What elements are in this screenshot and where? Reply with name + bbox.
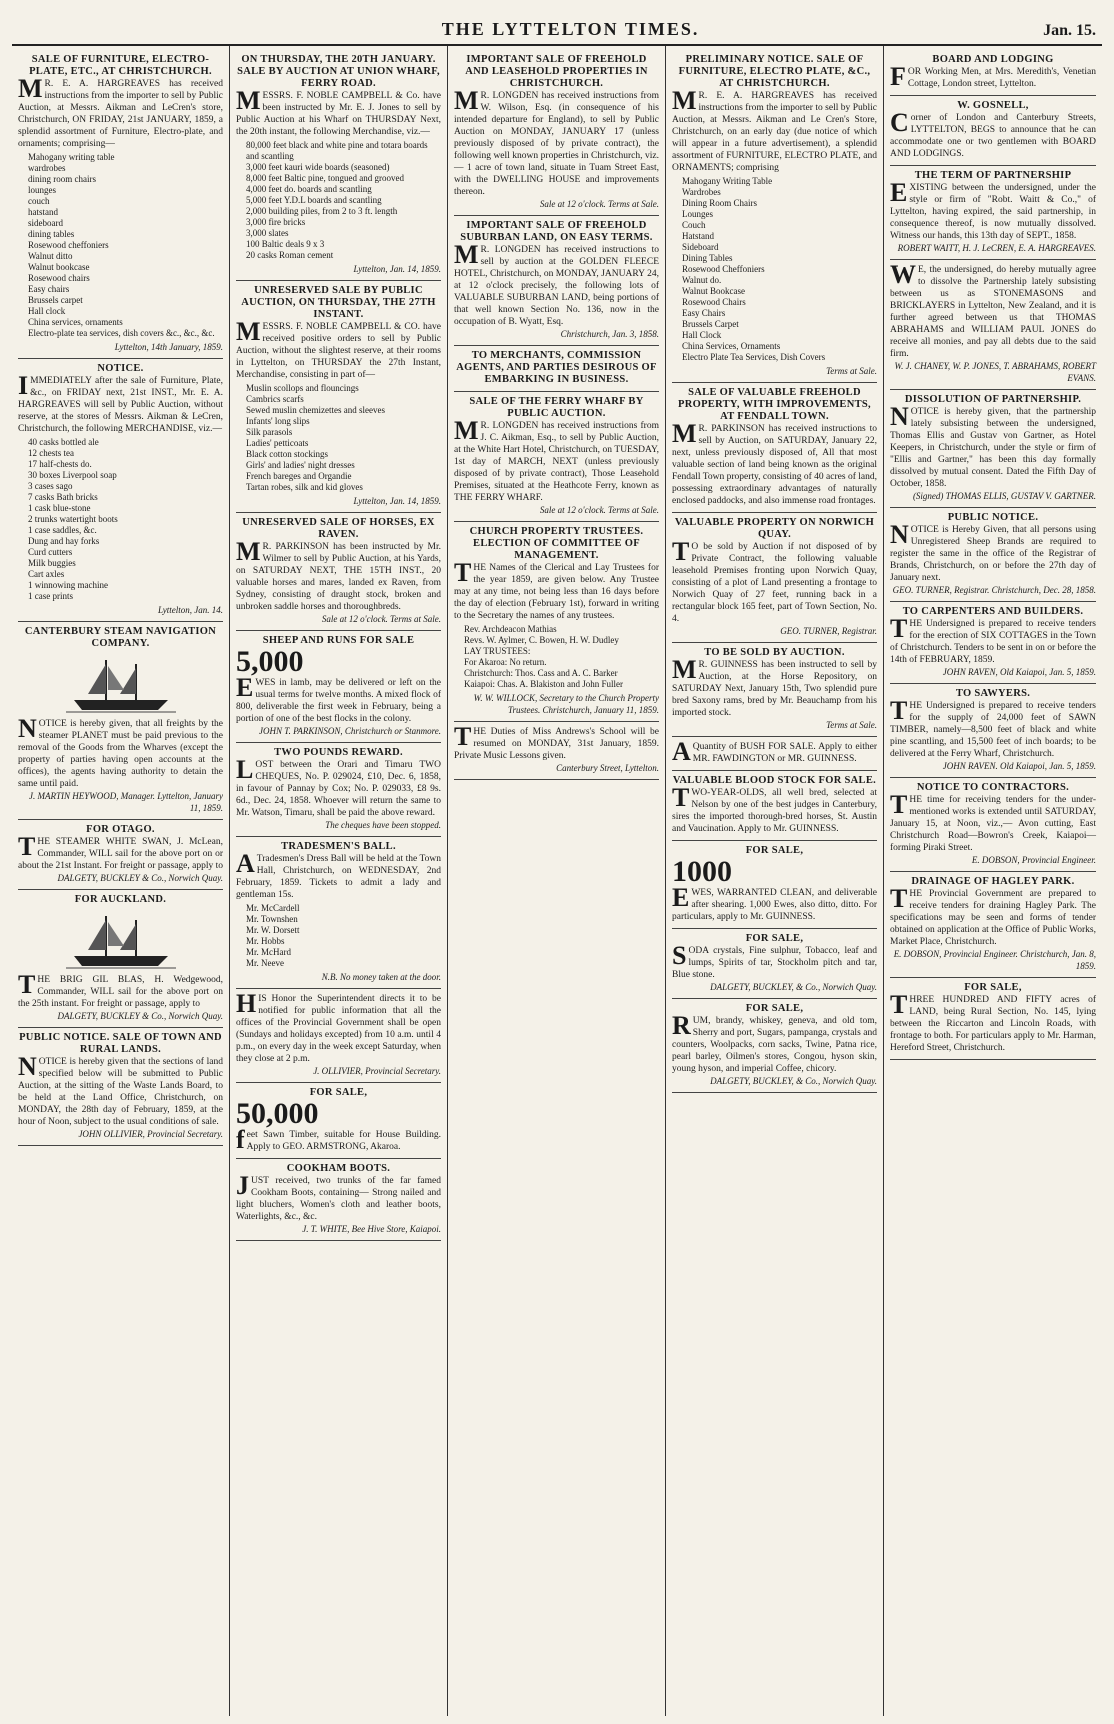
- ad-signature: Sale at 12 o'clock. Terms at Sale.: [539, 199, 659, 209]
- list-item: Dining Room Chairs: [682, 198, 758, 208]
- list-item: 2,000 building piles, from 2 to 3 ft. length: [246, 206, 398, 216]
- advertisement: [18, 1028, 223, 1146]
- ad-item-list: [682, 176, 877, 363]
- ad-item-list: [246, 903, 441, 969]
- ad-body: RUM, brandy, whiskey, geneva, and old tom, Sherry and port, Sugars, pampanga, crystals and counters, Woolpacks, corn sacks, Twine, Patna rice, pearl barley, Oilmen's stores, Congou, hyson skin, young hyson, and imperial Coffee, chicory.: [672, 1011, 877, 1074]
- column-2: [230, 46, 448, 1716]
- ad-signature: W. W. WILLOCK, Secretary to the Church Property Trustees. Christchurch, January 11, 1859.: [473, 693, 659, 715]
- ad-signature: Sale at 12 o'clock. Terms at Sale.: [539, 505, 659, 515]
- ad-body: MESSRS. F. NOBLE CAMPBELL & CO. have received positive orders to sell by Public Auction, without the slightest reserve, at their rooms in Lyttelton, on THURSDAY the 27th Instant, Merchandise, consisting in part of—: [236, 317, 441, 380]
- list-item: hatstand: [28, 207, 58, 217]
- list-item: Easy chairs: [28, 284, 70, 294]
- ad-body: LOST between the Orari and Timaru TWO CHEQUES, No. P. 029024, £10, Dec. 6, 1858, in favour of Pannay by Cox; No. P. 029033, £8 9s. 6d., Dec. 24, 1858. Whoever will return the same to Mr. Watson, Timaru, shall be paid the above reward.: [236, 755, 441, 818]
- advertisement: [236, 513, 441, 631]
- ad-signature: JOHN RAVEN. Old Kaiapoi, Jan. 5, 1859.: [942, 761, 1096, 771]
- list-item: Mr. McCardell: [246, 903, 300, 913]
- advertisement: [672, 929, 877, 999]
- list-item: Electro-plate tea services, dish covers &c., &c., &c.: [28, 328, 215, 338]
- ad-signature: Terms at Sale.: [826, 720, 877, 730]
- list-item: 3,000 feet kauri wide boards (seasoned): [246, 162, 390, 172]
- list-item: 5,000 feet Y.D.L boards and scantling: [246, 195, 382, 205]
- list-item: 30 boxes Liverpool soap: [28, 470, 117, 480]
- advertisement: [236, 837, 441, 989]
- list-item: Brussels carpet: [28, 295, 83, 305]
- ad-body: SODA crystals, Fine sulphur, Tobacco, leaf and lumps, Spirits of tar, Stockholm pitch and tar, Blue stone.: [672, 941, 877, 980]
- ad-signature: E. DOBSON, Provincial Engineer.: [971, 855, 1096, 865]
- advertisement: [672, 771, 877, 841]
- list-item: For Akaroa: No return.: [464, 657, 547, 667]
- ad-heading: NOTICE TO CONTRACTORS.: [916, 782, 1070, 793]
- list-item: 1 case prints: [28, 591, 73, 601]
- ad-signature: E. DOBSON, Provincial Engineer. Christchurch, Jan. 8, 1859.: [893, 949, 1096, 971]
- list-item: Rev. Archdeacon Mathias: [464, 624, 557, 634]
- ad-body: THE BRIG GIL BLAS, H. Wedgewood, Commander, WILL sail for the above port on the 25th instant. For freight or passage, apply to: [18, 970, 223, 1009]
- advertisement: [890, 508, 1096, 602]
- ad-heading: TO MERCHANTS, COMMISSION AGENTS, AND PARTIES DESIROUS OF EMBARKING IN BUSINESS.: [456, 350, 657, 385]
- ad-body: FOR Working Men, at Mrs. Meredith's, Venetian Cottage, London street, Lyttelton.: [890, 62, 1096, 91]
- columns-grid: [12, 46, 1102, 1716]
- ad-body: NOTICE is hereby given that the sections of land specified below will be submitted to Public Auction, at the sitting of the Waste Lands Board, to be held at the Land Office, Christchurch, on MONDAY, the 28th day of February, 1859, at the hour of Noon, subject to the usual conditions of sale.: [18, 1052, 223, 1127]
- advertisement: [236, 1159, 441, 1241]
- list-item: Mr. W. Dorsett: [246, 925, 300, 935]
- ad-heading: TO SAWYERS.: [955, 688, 1031, 699]
- list-item: French bareges and Organdie: [246, 471, 352, 481]
- list-item: Hall Clock: [682, 330, 722, 340]
- list-item: Brussels Carpet: [682, 319, 739, 329]
- ad-signature: The cheques have been stopped.: [325, 820, 441, 830]
- ad-item-list: [464, 624, 659, 690]
- list-item: Walnut Bookcase: [682, 286, 746, 296]
- list-item: 3 cases sago: [28, 481, 73, 491]
- ad-body: MR. LONGDEN has received instructions from W. Wilson, Esq. (in consequence of his intended departure for England), to sell by Public Auction on MONDAY, JANUARY 17 (unless previously disposed of by private contract), the following well known properties in Christchurch, viz.— 1 acre of town land, situate in Tuam Street East, with the DWELLING HOUSE and improvements thereon.: [454, 86, 659, 197]
- ad-big-number: 50,000: [236, 1097, 319, 1130]
- list-item: Silk parasols: [246, 427, 293, 437]
- list-item: sideboard: [28, 218, 63, 228]
- ship-illustration-icon: [66, 654, 176, 714]
- ad-signature: DALGETY, BUCKLEY, & Co., Norwich Quay.: [710, 982, 877, 992]
- ad-body: MR. E. A. HARGREAVES has received instructions from the importer to sell by Public Auction, at Messrs. Aikman and Le Cren's Store, Christchurch, on an early day (due notice of which will appear in a future advertisement), a splendid assortment of FURNITURE, ELECTRO PLATE, and ORNAMENTS; comprising: [672, 86, 877, 173]
- ad-body: THE time for receiving tenders for the under-mentioned works is extended until SATURDAY, January 15, at Noon, viz.,— Avon cutting, East Christchurch Road—Bowron's Creek, Kaiapoi—forming Piraki Street.: [890, 790, 1096, 853]
- list-item: Rosewood Chairs: [682, 297, 746, 307]
- masthead: [12, 0, 1102, 46]
- ad-heading: TWO POUNDS REWARD.: [274, 747, 403, 758]
- ad-signature: (Signed) THOMAS ELLIS, GUSTAV V. GARTNER.: [912, 491, 1096, 501]
- advertisement: [890, 602, 1096, 684]
- list-item: Christchurch: Thos. Cass and A. C. Barker: [464, 668, 618, 678]
- advertisement: [672, 841, 877, 929]
- column-5: [884, 46, 1102, 1716]
- ad-heading: TO BE SOLD BY AUCTION.: [704, 647, 845, 658]
- list-item: 2 trunks watertight boots: [28, 514, 118, 524]
- list-item: China services, ornaments: [28, 317, 123, 327]
- advertisement: [236, 281, 441, 513]
- ad-signature: J. MARTIN HEYWOOD, Manager. Lyttelton, January 11, 1859.: [29, 791, 223, 813]
- advertisement: [236, 743, 441, 837]
- list-item: Walnut do.: [682, 275, 722, 285]
- ad-body: feet Sawn Timber, suitable for House Building. Apply to GEO. ARMSTRONG, Akaroa.: [236, 1125, 441, 1154]
- list-item: Wardrobes: [682, 187, 721, 197]
- ad-body: MR. PARKINSON has received instructions to sell by Auction, on SATURDAY, January 22, next, unless previously disposed of, All that most valuable section of land being known as the original Fendall Town property, consisting of 40 acres of land, possessing extraordinary advantages of naturally enclosed paddocks, and also immense road frontages.: [672, 419, 877, 506]
- ad-signature: JOHN T. PARKINSON, Christchurch or Stanmore.: [258, 726, 441, 736]
- ad-body: AQuantity of BUSH FOR SALE. Apply to either MR. FAWDINGTON or MR. GUINNESS.: [672, 737, 877, 766]
- list-item: 1 winnowing machine: [28, 580, 108, 590]
- list-item: Rosewood Cheffoniers: [682, 264, 765, 274]
- list-item: Sewed muslin chemizettes and sleeves: [246, 405, 385, 415]
- list-item: Mr. Neeve: [246, 958, 284, 968]
- ad-heading: DISSOLUTION OF PARTNERSHIP.: [904, 394, 1082, 405]
- ad-signature: N.B. No money taken at the door.: [321, 972, 441, 982]
- ad-heading: TO CARPENTERS AND BUILDERS.: [902, 606, 1084, 617]
- list-item: Hall clock: [28, 306, 66, 316]
- advertisement: [18, 622, 223, 820]
- ad-body: TO be sold by Auction if not disposed of by Private Contract, the following valuable leasehold Premises fronting upon Norwich Quay, consisting of a plot of Land presenting a frontage to Norwich Quay of 27 feet, running back in a rectangular block 165 feet, part of Town Section, No. 4.: [672, 537, 877, 624]
- list-item: Sideboard: [682, 242, 719, 252]
- list-item: 40 casks bottled ale: [28, 437, 99, 447]
- list-item: Milk buggies: [28, 558, 76, 568]
- ad-heading: VALUABLE PROPERTY ON NORWICH QUAY.: [674, 517, 875, 540]
- column-4: [666, 46, 884, 1716]
- ad-body: MR. E. A. HARGREAVES has received instructions from the importer to sell by Public Auction, at Messrs. Aikman and LeCren's store, Christchurch, ON FRIDAY, 21st JANUARY, 1859, a splendid assortment of Furniture, Electro-plate, and ornaments; comprising—: [18, 74, 223, 149]
- list-item: 80,000 feet black and white pine and totara boards and scantling: [246, 140, 428, 161]
- list-item: Curd cutters: [28, 547, 73, 557]
- ad-signature: DALGETY, BUCKLEY & Co., Norwich Quay.: [57, 873, 223, 883]
- ad-heading: UNRESERVED SALE BY PUBLIC AUCTION, ON THURSDAY, THE 27TH INSTANT.: [241, 285, 436, 320]
- list-item: Mahogany writing table: [28, 152, 115, 162]
- ad-item-list: [246, 383, 441, 493]
- ad-signature: ROBERT WAITT, H. J. LeCREN, E. A. HARGREAVES.: [897, 243, 1096, 253]
- advertisement: [18, 359, 223, 622]
- ad-signature: W. J. CHANEY, W. P. JONES, T. ABRAHAMS, ROBERT EVANS.: [894, 361, 1096, 383]
- advertisement: [454, 522, 659, 722]
- ad-heading: PUBLIC NOTICE. SALE OF TOWN AND RURAL LANDS.: [19, 1032, 222, 1055]
- list-item: Rosewood chairs: [28, 273, 90, 283]
- list-item: Easy Chairs: [682, 308, 726, 318]
- ad-big-number: 5,000: [236, 645, 304, 678]
- ad-body: THE Provincial Government are prepared to receive tenders for draining Hagley Park. The specifications may be seen and forms of tender obtained on application at the Office of Public Works, Market Place, Christchurch.: [890, 884, 1096, 947]
- ad-signature: Lyttelton, Jan. 14.: [158, 605, 223, 615]
- list-item: Mr. McHard: [246, 947, 291, 957]
- ad-heading: SALE OF THE FERRY WHARF BY PUBLIC AUCTION.: [469, 396, 644, 419]
- ad-signature: Canterbury Street, Lyttelton.: [556, 763, 659, 773]
- list-item: dining room chairs: [28, 174, 96, 184]
- list-item: wardrobes: [28, 163, 66, 173]
- ad-item-list: [28, 152, 223, 339]
- ad-heading: W. GOSNELL,: [957, 100, 1029, 111]
- ad-heading: COOKHAM BOOTS.: [286, 1163, 391, 1174]
- advertisement: [236, 50, 441, 281]
- ad-heading: BOARD AND LODGING: [932, 54, 1054, 65]
- advertisement: [672, 737, 877, 771]
- list-item: 7 casks Bath bricks: [28, 492, 98, 502]
- list-item: China Services, Ornaments: [682, 341, 781, 351]
- advertisement: [236, 1083, 441, 1159]
- ad-heading: FOR SALE,: [745, 1003, 804, 1014]
- ad-signature: GEO. TURNER, Registrar. Christchurch, Dec. 28, 1858.: [892, 585, 1096, 595]
- ad-heading: VALUABLE BLOOD STOCK FOR SALE.: [672, 775, 877, 786]
- advertisement: [672, 383, 877, 513]
- ad-body: THE STEAMER WHITE SWAN, J. McLean, Commander, WILL sail for the above port on or about the 21st Instant. For freight or passage, apply to: [18, 832, 224, 871]
- list-item: Cambrics scarfs: [246, 394, 304, 404]
- issue-date: Jan. 15.: [1043, 22, 1096, 39]
- ad-heading: FOR SALE,: [964, 982, 1022, 993]
- list-item: Tartan robes, silk and kid gloves: [246, 482, 363, 492]
- list-item: Ladies' petticoats: [246, 438, 309, 448]
- ad-big-number: 1000: [672, 855, 732, 888]
- list-item: lounges: [28, 185, 56, 195]
- advertisement: [672, 999, 877, 1093]
- ad-heading: PUBLIC NOTICE.: [947, 512, 1039, 523]
- list-item: Rosewood cheffoniers: [28, 240, 109, 250]
- advertisement: [890, 684, 1096, 778]
- ad-heading: IMPORTANT SALE OF FREEHOLD SUBURBAN LAND, ON EASY TERMS.: [460, 220, 653, 243]
- ad-body: IMMEDIATELY after the sale of Furniture, Plate, &c., on FRIDAY next, 21st INST., Mr. E. A. HARGREAVES will sell by Public Auction, without reserve, at the stores of Messrs. Aikman & LeCren, Christchurch, the following MERCHANDISE, viz.—: [18, 371, 223, 434]
- list-item: Dung and hay forks: [28, 536, 100, 546]
- list-item: 1 case saddles, &c.: [28, 525, 97, 535]
- advertisement: [236, 631, 441, 743]
- ad-signature: J. T. WHITE, Bee Hive Store, Kaiapoi.: [302, 1224, 441, 1234]
- advertisement: [890, 50, 1096, 96]
- advertisement: [454, 50, 659, 216]
- ad-signature: Christchurch, Jan. 3, 1858.: [560, 329, 659, 339]
- ad-body: EXISTING between the undersigned, under the style or firm of "Robt. Waitt & Co.," of Lyttelton, having expired, the said partnership, in consequence thereof, is now mutually dissolved. Witness our hands, this 13th day of SEPT., 1858.: [890, 178, 1096, 241]
- advertisement: [890, 978, 1096, 1060]
- ad-body: NOTICE is Hereby Given, that all persons using Unregistered Sheep Brands are required to register the same in the office of the Registrar of Brands, Christchurch, on or before the 27th day of January next.: [890, 520, 1096, 583]
- ship-illustration-icon: [66, 910, 176, 970]
- ad-heading: DRAINAGE OF HAGLEY PARK.: [911, 876, 1075, 887]
- ad-body: NOTICE is hereby given, that the partnership lately subsisting between the undersigned, Thomas Ellis and Gustav von Gartner, as Hotel Keepers, in Christchurch, under the style or firm of "Ellis and Gartner," has been this day formally dissolved by mutual consent. Dated the Fifth Day of October, 1858.: [890, 402, 1096, 489]
- ad-heading: ON THURSDAY, THE 20TH JANUARY. SALE BY AUCTION AT UNION WHARF, FERRY ROAD.: [237, 54, 440, 89]
- ad-item-list: [28, 437, 223, 602]
- list-item: Electro Plate Tea Services, Dish Covers: [682, 352, 826, 362]
- ad-signature: Terms at Sale.: [826, 366, 877, 376]
- ad-body: HIS Honor the Superintendent directs it to be notified for public information that all the offices of the Provincial Government shall be open (Sundays and holidays excepted) from 10 a.m. until 4 p.m., on every day in the week except Saturday, when they close at 2 p.m.: [236, 989, 441, 1064]
- ad-body: THE Duties of Miss Andrews's School will be resumed on MONDAY, 31st January, 1859. Private Music Lessons given.: [454, 722, 659, 761]
- list-item: Cart axles: [28, 569, 65, 579]
- advertisement: [454, 346, 659, 392]
- advertisement: [18, 820, 223, 890]
- list-item: 4,000 feet do. boards and scantling: [246, 184, 372, 194]
- ad-heading: CHURCH PROPERTY TRUSTEES. ELECTION OF COMMITTEE OF MANAGEMENT.: [469, 526, 644, 561]
- ad-body: TWO-YEAR-OLDS, all well bred, selected at Nelson by one of the best judges in Canterbury, sires the imported thorough-bred horses, St. Austin and Vaucination. Apply to Mr. GUINNESS.: [672, 783, 877, 834]
- list-item: Mahogany Writing Table: [682, 176, 773, 186]
- ad-signature: DALGETY, BUCKLEY & Co., Norwich Quay.: [57, 1011, 223, 1021]
- ad-heading: FOR SALE,: [745, 933, 804, 944]
- ad-body: THE Names of the Clerical and Lay Trustees for the year 1859, are given below. Any Trustee may at any time, not being less than 16 days before the day of election (February 1st), forward in writing to the Secretary the names of any trustees.: [454, 558, 659, 621]
- list-item: Infants' long slips: [246, 416, 310, 426]
- ad-signature: GEO. TURNER, Registrar.: [780, 626, 877, 636]
- ad-body: Corner of London and Canterbury Streets, LYTTELTON, BEGS to announce that he can accommodate one or two gentlemen with BOARD AND LODGINGS.: [890, 108, 1096, 159]
- ad-body: THE Undersigned is prepared to receive tenders for the supply of 24,000 feet of SAWN TIMBER, namely—8,500 feet of black and white pine scantling, and 15,500 feet of inch boards; to be delivered at the Ferry Wharf, Christchurch.: [890, 696, 1096, 759]
- newspaper-title: THE LYTTELTON TIMES.: [441, 19, 700, 39]
- list-item: Kaiapoi: Chas. A. Blakiston and John Fuller: [464, 679, 623, 689]
- ad-body: THREE HUNDRED AND FIFTY acres of LAND, being Rural Section, No. 145, lying between the Riccarton and Lincoln Roads, with frontage to both. For particulars apply to Mr. Harman, Hereford Street, Christchurch.: [890, 990, 1096, 1053]
- ad-item-list: [246, 140, 441, 261]
- ad-heading: PRELIMINARY NOTICE. SALE OF FURNITURE, ELECTRO PLATE, &C., AT CHRISTCHURCH.: [678, 54, 871, 89]
- ad-heading: UNRESERVED SALE OF HORSES, EX RAVEN.: [242, 517, 435, 540]
- list-item: Hatstand: [682, 231, 714, 241]
- ad-heading: SALE OF VALUABLE FREEHOLD PROPERTY, WITH IMPROVEMENTS, AT FENDALL TOWN.: [678, 387, 871, 422]
- advertisement: [672, 513, 877, 643]
- ad-body: MR. LONGDEN has received instructions to sell by auction at the GOLDEN FLEECE HOTEL, Christchurch, on MONDAY, JANUARY 24, at 12 o'clock precisely, the following lots of VALUABLE SUBURBAN LAND, being portions of that well known Section No. 136, now in the occupation of B. Wyatt, Esq.: [454, 240, 659, 327]
- list-item: 17 half-chests do.: [28, 459, 92, 469]
- ad-body: NOTICE is hereby given, that all freights by the steamer PLANET must be paid previous to the removal of the Goods from the Wharves (except the property of parties having open accounts at the offices), the agents having authority to detain the same until paid.: [18, 714, 223, 789]
- ad-heading: FOR SALE,: [745, 845, 804, 856]
- ad-body: WE, the undersigned, do hereby mutually agree to dissolve the Partnership lately subsisting between us as STONEMASONS and BRICKLAYERS in Lyttelton, New Zealand, and it is further agreed between us that THOMAS ABRAHAMS and WILLIAM PAUL JONES do receive all monies, and pay all debts due to the said firm.: [890, 260, 1096, 359]
- ad-signature: DALGETY, BUCKLEY, & Co., Norwich Quay.: [710, 1076, 877, 1086]
- advertisement: [890, 390, 1096, 508]
- advertisement: [236, 989, 441, 1083]
- list-item: dining tables: [28, 229, 75, 239]
- list-item: Walnut bookcase: [28, 262, 90, 272]
- ad-body: MR. GUINNESS has been instructed to sell by Auction, at the Horse Repository, on SATURDAY Next, January 15th, Two splendid pure bred Saxony rams, bred by Mr. Beauchamp from his imported stock.: [672, 655, 877, 718]
- advertisement: [890, 166, 1096, 260]
- list-item: Girls' and ladies' night dresses: [246, 460, 355, 470]
- ad-body: MESSRS. F. NOBLE CAMPBELL & Co. have been instructed by Mr. E. J. Jones to sell by Public Auction at his Wharf on THURSDAY Next, the 20th instant, the following Merchandise, viz.—: [236, 86, 441, 137]
- ad-heading: FOR OTAGO.: [86, 824, 155, 835]
- ad-heading: NOTICE.: [97, 363, 144, 374]
- list-item: Mr. Hobbs: [246, 936, 285, 946]
- list-item: 20 casks Roman cement: [246, 250, 334, 260]
- ad-heading: IMPORTANT SALE OF FREEHOLD AND LEASEHOLD PROPERTIES IN CHRISTCHURCH.: [465, 54, 648, 89]
- column-3: [448, 46, 666, 1716]
- advertisement: [18, 890, 223, 1028]
- list-item: 3,000 fire bricks: [246, 217, 306, 227]
- ad-heading: CANTERBURY STEAM NAVIGATION COMPANY.: [24, 626, 217, 649]
- ad-body: JUST received, two trunks of the far famed Cookham Boots, containing— Strong nailed and light bluchers, Women's cloth and leather boots, Waterlights, &c., &c.: [236, 1171, 441, 1222]
- list-item: 12 chests tea: [28, 448, 74, 458]
- advertisement: [454, 216, 659, 346]
- list-item: 1 cask blue-stone: [28, 503, 91, 513]
- list-item: Walnut ditto: [28, 251, 73, 261]
- ad-heading: TRADESMEN'S BALL.: [281, 841, 396, 852]
- advertisement: [454, 722, 659, 780]
- list-item: Couch: [682, 220, 706, 230]
- ad-body: MR. PARKINSON has been instructed by Mr. Wilmer to sell by Public Auction, at his Yards, on SATURDAY NEXT, THE 15TH INST., 20 valuable horses and mares, landed ex Raven, from Sydney, consisting of draught stock, broken and unbroken saddle horses and thoroughbreds.: [236, 537, 441, 612]
- advertisement: [890, 96, 1096, 166]
- ad-signature: J. OLLIVIER, Provincial Secretary.: [313, 1066, 441, 1076]
- list-item: Black cotton stockings: [246, 449, 328, 459]
- ad-body: MR. LONGDEN has received instructions from J. C. Aikman, Esq., to sell by Public Auction, at the White Hart Hotel, Christchurch, on TUESDAY, 1st day of MARCH, NEXT (unless previously disposed of by private contract), Those Leasehold Premises, situated at the Heathcote Ferry, known as THE FERRY WHARF.: [454, 416, 659, 503]
- ad-signature: JOHN RAVEN, Old Kaiapoi, Jan. 5, 1859.: [942, 667, 1096, 677]
- list-item: Dining Tables: [682, 253, 733, 263]
- advertisement: [890, 260, 1096, 390]
- ad-signature: JOHN OLLIVIER, Provincial Secretary.: [78, 1129, 223, 1139]
- advertisement: [672, 643, 877, 737]
- list-item: 8,000 feet Baltic pine, tongued and grooved: [246, 173, 404, 183]
- ad-signature: Sale at 12 o'clock. Terms at Sale.: [321, 614, 441, 624]
- advertisement: [18, 50, 223, 359]
- list-item: Revs. W. Aylmer, C. Bowen, H. W. Dudley: [464, 635, 619, 645]
- advertisement: [890, 872, 1096, 978]
- advertisement: [890, 778, 1096, 872]
- ad-signature: Lyttelton, Jan. 14, 1859.: [353, 496, 441, 506]
- list-item: LAY TRUSTEES:: [464, 646, 531, 656]
- list-item: 100 Baltic deals 9 x 3: [246, 239, 325, 249]
- ad-signature: Lyttelton, Jan. 14, 1859.: [353, 264, 441, 274]
- ad-body: THE Undersigned is prepared to receive tenders for the erection of SIX COTTAGES in the Town of Christchurch. Tenders to be sent in on or before the 14th of FEBRUARY, 1859.: [890, 614, 1096, 665]
- list-item: Muslin scollops and flouncings: [246, 383, 359, 393]
- advertisement: [672, 50, 877, 383]
- ad-heading: FOR SALE,: [309, 1087, 368, 1098]
- ad-body: EWES, WARRANTED CLEAN, and deliverable after shearing. 1,000 Ewes, also ditto, ditto. For particulars, apply to Mr. GUINNESS.: [672, 883, 877, 922]
- list-item: 3,000 slates: [246, 228, 289, 238]
- advertisement: [454, 392, 659, 522]
- ad-body: EWES in lamb, may be delivered or left on the usual terms for twelve months. A mixed flock of 800, deliverable the first week in February, being a portion of one of the best flocks in the colony.: [236, 673, 441, 724]
- ad-body: ATradesmen's Dress Ball will be held at the Town Hall, Christchurch, on WEDNESDAY, 2nd February, 1859. Tickets to admit a lady and gentleman 15s.: [236, 849, 441, 900]
- column-1: [12, 46, 230, 1716]
- ad-signature: Lyttelton, 14th January, 1859.: [114, 342, 223, 352]
- list-item: Mr. Townshen: [246, 914, 298, 924]
- list-item: Lounges: [682, 209, 713, 219]
- ad-heading: SHEEP AND RUNS FOR SALE: [262, 635, 415, 646]
- ad-heading: SALE OF FURNITURE, ELECTRO-PLATE, ETC., AT CHRISTCHURCH.: [29, 54, 212, 77]
- ad-heading: FOR AUCKLAND.: [74, 894, 167, 905]
- list-item: couch: [28, 196, 50, 206]
- ad-heading: THE TERM OF PARTNERSHIP: [914, 170, 1072, 181]
